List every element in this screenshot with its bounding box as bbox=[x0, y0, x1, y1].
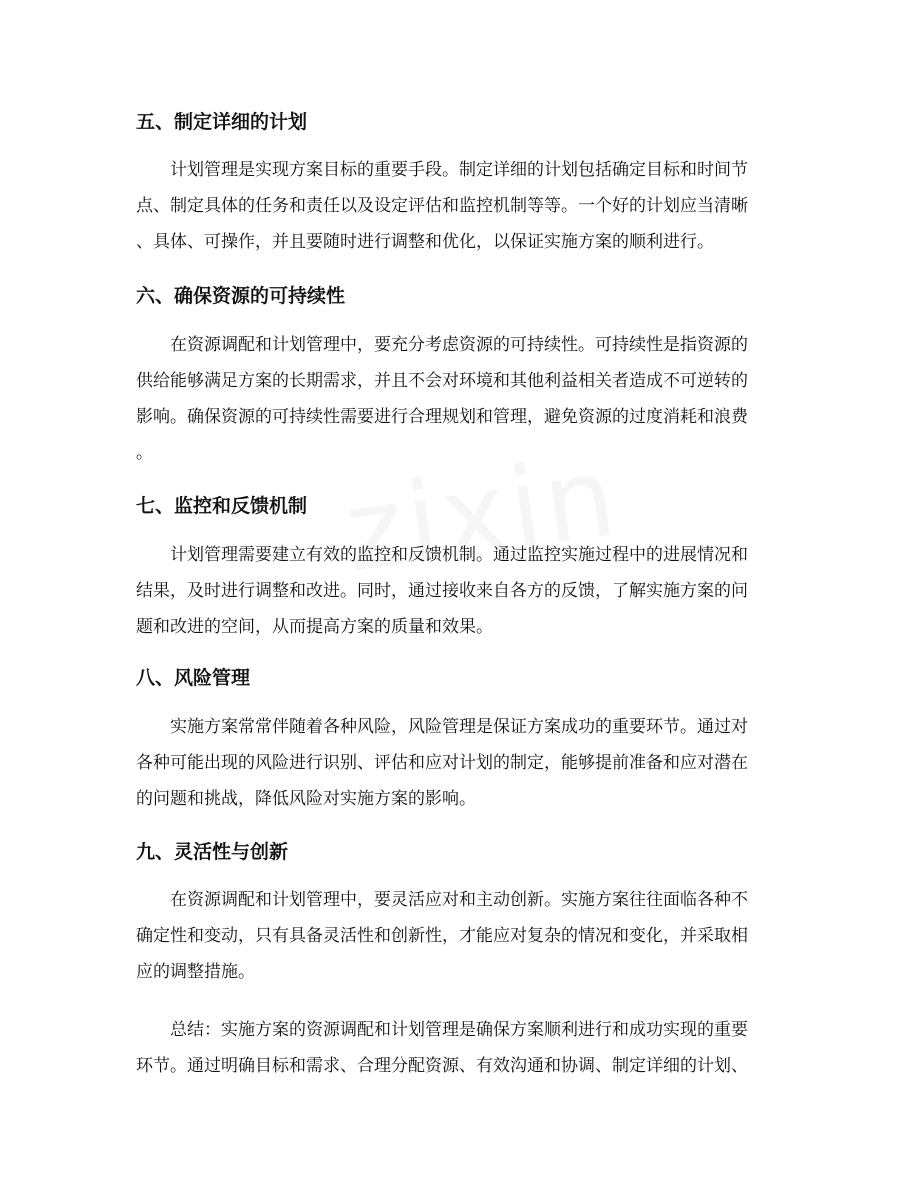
paragraph-line: 、具体、可操作，并且要随时进行调整和优化，以保证实施方案的顺利进行。 bbox=[136, 232, 714, 252]
summary-paragraph bbox=[136, 1012, 786, 1084]
paragraph-line: 。 bbox=[136, 443, 153, 463]
section-paragraph-9 bbox=[136, 882, 786, 990]
section-heading-5: 五、制定详细的计划 bbox=[136, 111, 308, 133]
paragraph-line: 题和改进的空间，从而提高方案的质量和效果。 bbox=[136, 617, 493, 637]
paragraph-line: 总结：实施方案的资源调配和计划管理是确保方案顺利进行和成功实现的重要 bbox=[170, 1020, 748, 1040]
paragraph-line: 影响。确保资源的可持续性需要进行合理规划和管理，避免资源的过度消耗和浪费 bbox=[136, 407, 748, 427]
section-heading-7: 七、监控和反馈机制 bbox=[136, 495, 308, 517]
paragraph-line: 在资源调配和计划管理中，要灵活应对和主动创新。实施方案往往面临各种不 bbox=[170, 890, 748, 910]
section-paragraph-7 bbox=[136, 537, 786, 645]
paragraph-line: 计划管理需要建立有效的监控和反馈机制。通过监控实施过程中的进展情况和 bbox=[170, 545, 748, 565]
paragraph-line: 供给能够满足方案的长期需求，并且不会对环境和其他利益相关者造成不可逆转的 bbox=[136, 371, 748, 391]
paragraph-line: 各种可能出现的风险进行识别、评估和应对计划的制定，能够提前准备和应对潜在 bbox=[136, 753, 748, 773]
paragraph-line: 点、制定具体的任务和责任以及设定评估和监控机制等等。一个好的计划应当清晰 bbox=[136, 196, 748, 216]
paragraph-line: 计划管理是实现方案目标的重要手段。制定详细的计划包括确定目标和时间节 bbox=[170, 160, 748, 180]
paragraph-line: 结果，及时进行调整和改进。同时，通过接收来自各方的反馈，了解实施方案的问 bbox=[136, 581, 748, 601]
paragraph-line: 确定性和变动，只有具备灵活性和创新性，才能应对复杂的情况和变化，并采取相 bbox=[136, 926, 748, 946]
section-paragraph-8 bbox=[136, 709, 786, 817]
paragraph-line: 环节。通过明确目标和需求、合理分配资源、有效沟通和协调、制定详细的计划、 bbox=[136, 1056, 748, 1076]
paragraph-line: 在资源调配和计划管理中，要充分考虑资源的可持续性。可持续性是指资源的 bbox=[170, 335, 748, 355]
section-heading-8: 八、风险管理 bbox=[136, 667, 251, 689]
paragraph-line: 应的调整措施。 bbox=[136, 962, 255, 982]
paragraph-line: 的问题和挑战，降低风险对实施方案的影响。 bbox=[136, 789, 476, 809]
paragraph-line: 实施方案常常伴随着各种风险，风险管理是保证方案成功的重要环节。通过对 bbox=[170, 717, 748, 737]
section-paragraph-6 bbox=[136, 327, 786, 471]
section-heading-9: 九、灵活性与创新 bbox=[136, 841, 289, 863]
section-paragraph-5 bbox=[136, 152, 786, 260]
section-heading-6: 六、确保资源的可持续性 bbox=[136, 285, 346, 307]
